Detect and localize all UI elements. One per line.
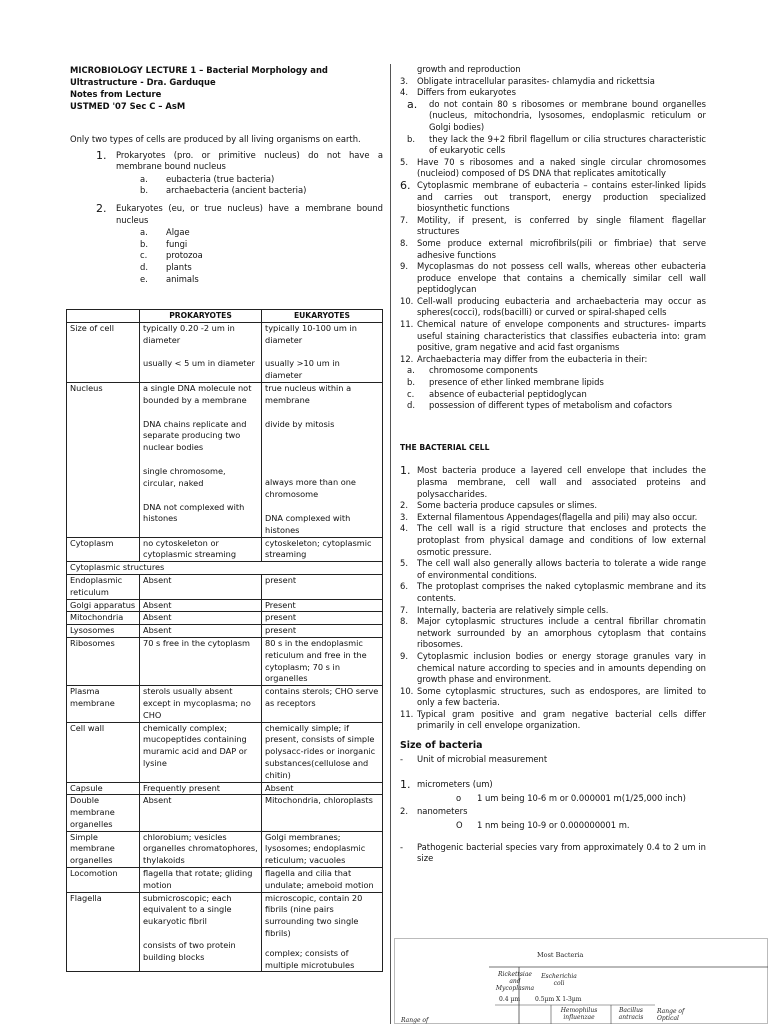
cell: present xyxy=(262,574,383,599)
right-column xyxy=(400,64,706,865)
cell: submicroscopic; each equivalent to a single eukaryotic fibril consists of two protein building blocks xyxy=(140,892,262,972)
cell: Mitochondria, chloroplasts xyxy=(262,795,383,831)
comparison-table xyxy=(66,309,383,972)
list-item: 7. Internally, bacteria are relatively simple cells. xyxy=(400,604,609,615)
list-item: 2. Some bacteria produce capsules or slimes. xyxy=(400,500,598,511)
document-header xyxy=(70,64,383,112)
row-label: Cell wall xyxy=(67,722,140,782)
table-header-prokaryotes: PROKARYOTES xyxy=(140,310,262,323)
row-label: Nucleus xyxy=(67,382,140,537)
list-item: 5. The cell wall also generally allows bacteria to tolerate a wide range of environmental conditions. xyxy=(400,558,706,580)
table-row xyxy=(67,322,383,382)
table-row xyxy=(67,795,383,831)
row-label: Plasma membrane xyxy=(67,686,140,722)
cell: true nucleus within a membrane divide by mitosis always more than one chromosome DNA complexed with histones xyxy=(262,382,383,537)
figure-label-rick: Rickettsiae and Mycoplasma xyxy=(495,971,535,992)
table-row xyxy=(67,537,383,562)
cell: a single DNA molecule not bounded by a membrane DNA chains replicate and separate producing two nuclear bodies single chromosome, circular, naked DNA not complexed with histones xyxy=(140,382,262,537)
list-item xyxy=(70,150,383,173)
sub-item: c. absence of eubacterial peptidoglycan xyxy=(407,388,587,399)
figure-label-haemo: Hemophilus influenzae xyxy=(560,1007,598,1021)
list-item: 3. Obligate intracellular parasites- chlamydia and rickettsia xyxy=(400,75,655,86)
column-divider xyxy=(390,64,391,1024)
sub-item: b. fungi xyxy=(140,238,188,249)
sub-item: a. Algae xyxy=(140,227,190,238)
table-row xyxy=(67,382,383,537)
list-text: Eukaryotes (eu, or true nucleus) have a membrane bound nucleus xyxy=(116,202,383,225)
list-item: 9. Cytoplasmic inclusion bodies or energy storage granules vary in chemical nature according to species and in amounts depending on growth phase and environment. xyxy=(400,650,706,685)
figure-label-dim1: 0.4 µm xyxy=(499,996,521,1003)
figure-label-most: Most Bacteria xyxy=(537,951,584,959)
left-column xyxy=(70,64,383,285)
cell: Absent xyxy=(140,795,262,831)
figure-label-dim2: 0.5µm X 1-3µm xyxy=(535,996,582,1003)
pathogenic-size-note: - Pathogenic bacterial species vary from approximately 0.4 to 2 um in size xyxy=(400,841,706,864)
list-item: 6. The protoplast comprises the naked cytoplasmic membrane and its contents. xyxy=(400,581,706,603)
row-label: Endoplasmic reticulum xyxy=(67,574,140,599)
cell: flagella and cilia that undulate; ameboid motion xyxy=(262,868,383,893)
measure-definition: O 1 nm being 10-9 or 0.000000001 m. xyxy=(456,820,630,831)
figure-label-range-of: Range of xyxy=(401,1017,429,1024)
measure-definition: o 1 um being 10-6 m or 0.000001 m(1/25,000 inch) xyxy=(456,792,686,803)
sub-item: c. protozoa xyxy=(140,250,203,261)
row-label: Simple membrane organelles xyxy=(67,831,140,867)
sub-item: e. animals xyxy=(140,273,199,284)
list-item: 1. Most bacteria produce a layered cell envelope that includes the plasma membrane, cell wall and associated proteins and polysaccharides. xyxy=(400,464,706,499)
list-item: 11. Typical gram positive and gram negative bacterial cells differ primarily in cell envelope organization. xyxy=(400,708,706,731)
cell: Golgi membranes; lysosomes; endoplasmic reticulum; vacuoles xyxy=(262,831,383,867)
cell: no cytoskeleton or cytoplasmic streaming xyxy=(140,537,262,562)
list-item: 10. Cell-wall producing eubacteria and archaebacteria may occur as spheres(cocci), rods(bacilli) or curved or spiral-shaped cells xyxy=(400,295,706,318)
measure-item: 2. nanometers xyxy=(400,806,468,817)
table-row xyxy=(67,625,383,638)
table-row xyxy=(67,612,383,625)
row-label: Locomotion xyxy=(67,868,140,893)
measure-item: 1. micrometers (um) xyxy=(400,778,493,792)
cell: contains sterols; CHO serve as receptors xyxy=(262,686,383,722)
unit-line: - Unit of microbial measurement xyxy=(400,753,548,764)
cell: sterols usually absent except in mycoplasma; no CHO xyxy=(140,686,262,722)
cell: Frequently present xyxy=(140,782,262,795)
list-text: Prokaryotes (pro. or primitive nucleus) do not have a membrane bound nucleus xyxy=(116,149,383,172)
row-label: Double membrane organelles xyxy=(67,795,140,831)
cell: present xyxy=(262,625,383,638)
list-item: 3. External filamentous Appendages(flagella and pili) may also occur. xyxy=(400,511,698,522)
header-title-line1: MICROBIOLOGY LECTURE 1 – Bacterial Morphology and xyxy=(70,65,328,75)
list-item: 9. Mycoplasmas do not possess cell walls, whereas other eubacteria produce envelope that contains a chemically similar cell wall peptidoglycan xyxy=(400,261,706,295)
cell: chemically simple; if present, consists of simple polysacc-rides or inorganic substances(cellulose and chitin) xyxy=(262,722,383,782)
row-label: Lysosomes xyxy=(67,625,140,638)
list-item: 6. Cytoplasmic membrane of eubacteria – contains ester-linked lipids and carries out transport, energy production specialized biosynthetic functions xyxy=(400,178,706,214)
section-title-size: Size of bacteria xyxy=(400,740,483,752)
figure-label-range-optical: Range of Optical xyxy=(657,1008,685,1022)
table-header-blank xyxy=(67,310,140,323)
table-header-row xyxy=(67,310,383,323)
cell: Absent xyxy=(140,612,262,625)
cell: chemically complex; mucopeptides containing muramic acid and DAP or lysine xyxy=(140,722,262,782)
sub-item: b. they lack the 9+2 fibril flagellum or cilia structures characteristic of eukaryotic cells xyxy=(407,133,706,156)
cell: 80 s in the endoplasmic reticulum and free in the cytoplasm; 70 s in organelles xyxy=(262,637,383,685)
intro-paragraph: Only two types of cells are produced by all living organisms on earth. xyxy=(70,134,361,144)
cell: typically 10-100 um in diameter usually >10 um in diameter xyxy=(262,322,383,382)
row-label: Golgi apparatus xyxy=(67,599,140,612)
list-number: 2. xyxy=(96,201,107,215)
list-item: 11. Chemical nature of envelope components and structures- imparts useful staining characteristics that classifies eubacteria into: gram positive, gram negative and acid fast organisms xyxy=(400,319,706,353)
table-row xyxy=(67,831,383,867)
table-row xyxy=(67,892,383,972)
cell: Absent xyxy=(140,574,262,599)
row-label: Size of cell xyxy=(67,322,140,382)
sub-item: a. do not contain 80 s ribosomes or membrane bound organelles (nucleus, mitochondria, lysosomes, endoplasmic reticulum or Golgi bodies) xyxy=(407,97,706,132)
table-row xyxy=(67,574,383,599)
table-row xyxy=(67,562,383,575)
table-row xyxy=(67,722,383,782)
sub-item: d. possession of different types of metabolism and cofactors xyxy=(407,400,672,411)
sub-item: a. chromosome components xyxy=(407,365,538,376)
sub-item: b. archaebacteria (ancient bacteria) xyxy=(140,185,307,196)
table-row xyxy=(67,599,383,612)
figure-label-bacillus: Bacillus antracis xyxy=(618,1007,644,1021)
row-label: Cytoplasm xyxy=(67,537,140,562)
sub-item: a. eubacteria (true bacteria) xyxy=(140,173,275,184)
cell: flagella that rotate; gliding motion xyxy=(140,868,262,893)
list-item: 4. The cell wall is a rigid structure that encloses and protects the protoplast from physical damage and conditions of low external osmotic pressure. xyxy=(400,523,706,557)
row-label: Mitochondria xyxy=(67,612,140,625)
list-item: 10. Some cytoplasmic structures, such as endospores, are limited to only a few bacteria. xyxy=(400,685,706,708)
table-row xyxy=(67,637,383,685)
table-row xyxy=(67,686,383,722)
list-item: 12. Archaebacteria may differ from the eubacteria in their: xyxy=(400,353,648,364)
list-item: 7. Motility, if present, is conferred by single filament flagellar structures xyxy=(400,214,706,237)
figure-label-ecoli: Escherichia coli xyxy=(541,973,577,987)
cell: Present xyxy=(262,599,383,612)
bacteria-size-figure xyxy=(394,938,768,1024)
cell: microscopic, contain 20 fibrils (nine pairs surrounding two single fibrils) complex; consists of multiple microtubules xyxy=(262,892,383,972)
row-label: Flagella xyxy=(67,892,140,972)
row-label: Ribosomes xyxy=(67,637,140,685)
cell: chlorobium; vesicles organelles chromatophores, thylakoids xyxy=(140,831,262,867)
list-item: 8. Major cytoplasmic structures include a central fibrillar chromatin network surrounded by an amorphous cytoplasm that contains ribosomes. xyxy=(400,616,706,650)
header-subtitle: Notes from Lecture xyxy=(70,89,162,99)
row-label: Capsule xyxy=(67,782,140,795)
table-row xyxy=(67,782,383,795)
cell: Absent xyxy=(262,782,383,795)
cell-type-list xyxy=(70,150,383,286)
cell: Absent xyxy=(140,625,262,638)
table-row xyxy=(67,868,383,893)
cell: cytoskeleton; cytoplasmic streaming xyxy=(262,537,383,562)
list-item xyxy=(70,203,383,226)
sub-item: d. plants xyxy=(140,261,192,272)
row-label: Cytoplasmic structures xyxy=(67,562,383,575)
continued-text: growth and reproduction xyxy=(417,64,521,74)
cell: 70 s free in the cytoplasm xyxy=(140,637,262,685)
sub-item: b. presence of ether linked membrane lipids xyxy=(407,377,604,388)
list-item: 4. Differs from eukaryotes xyxy=(400,87,516,98)
header-section: USTMED '07 Sec C – AsM xyxy=(70,101,186,111)
cell: Absent xyxy=(140,599,262,612)
list-item: 5. Have 70 s ribosomes and a naked single circular chromosomes (nucleiod) composed of DS DNA that replicates amitotically xyxy=(400,156,706,179)
section-title-bacterial-cell: THE BACTERIAL CELL xyxy=(400,442,490,452)
list-number: 1. xyxy=(96,148,107,162)
table-header-eukaryotes: EUKARYOTES xyxy=(262,310,383,323)
cell: typically 0.20 -2 um in diameter usually < 5 um in diameter xyxy=(140,322,262,382)
cell: present xyxy=(262,612,383,625)
header-title-line2: Ultrastructure - Dra. Garduque xyxy=(70,77,216,87)
list-item: 8. Some produce external microfibrils(pili or fimbriae) that serve adhesive functions xyxy=(400,237,706,260)
